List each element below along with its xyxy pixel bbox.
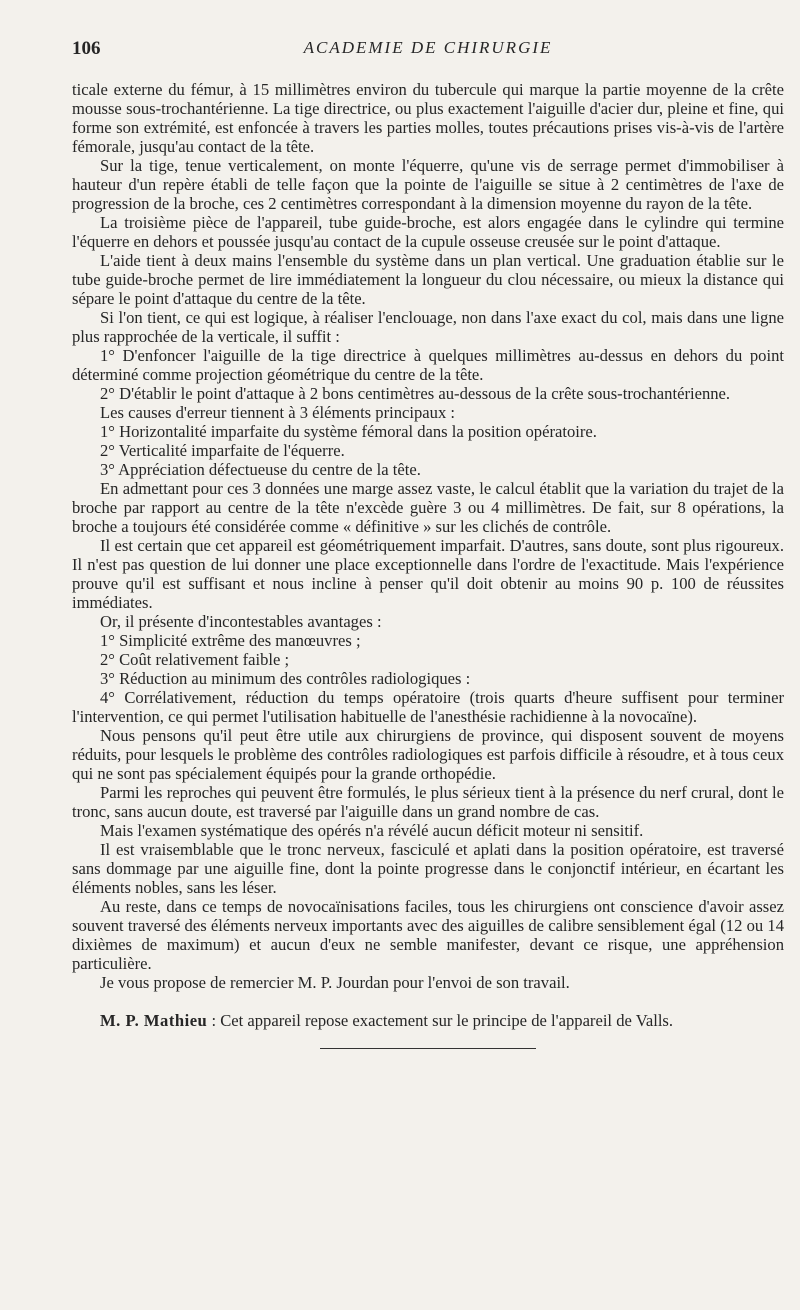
paragraph: En admettant pour ces 3 données une marge assez vaste, le calcul établit que la variation du trajet de la broche par rapport au centre de la tête n'excède guère 3 ou 4 millimètres. De fait, sur 8 opérations, la broche a toujours été considérée comme « définitive » sur les clichés de contrôle. [72,479,784,536]
list-item: 1° D'enfoncer l'aiguille de la tige directrice à quelques millimètres au-dessus en dehors du point déterminé comme projection géométrique du centre de la tête. [72,346,784,384]
list-item: 2° Coût relativement faible ; [100,650,290,669]
paragraph: Au reste, dans ce temps de novocaïnisations faciles, tous les chirurgiens ont conscience d'avoir assez souvent traversé des éléments nerveux importants avec des aiguilles de calibre sensiblement égal (12 ou 14 dixièmes de maximum) et aucun d'eux ne semble manifester, devant ce risque, une appréhension particulière. [72,897,784,973]
speaker-name: M. P. Mathieu [100,1011,208,1030]
paragraph: L'aide tient à deux mains l'ensemble du système dans un plan vertical. Une graduation établie sur le tube guide-broche permet de lire immédiatement la longueur du clou nécessaire, ou mieux la distance qui sépare le point d'attaque du centre de la tête. [72,251,784,308]
paragraph: Mais l'examen systématique des opérés n'a révélé aucun déficit moteur ni sensitif. [100,821,644,840]
list-item: 4° Corrélativement, réduction du temps opératoire (trois quarts d'heure suffisent pour terminer l'intervention, ce qui permet l'utilisation habituelle de l'anesthésie rachidienne à la novocaïne). [72,688,784,726]
page [72,0,784,1049]
running-title: ACADEMIE DE CHIRURGIE [303,38,553,57]
final-remark [72,1011,784,1030]
remark-text: : Cet appareil repose exactement sur le principe de l'appareil de Valls. [207,1011,674,1030]
page-number: 106 [72,38,101,59]
list-item: 2° D'établir le point d'attaque à 2 bons centimètres au-dessous de la crête sous-trochantérienne. [100,384,731,403]
list-item: 1° Horizontalité imparfaite du système fémoral dans la position opératoire. [100,422,597,441]
paragraph: Nous pensons qu'il peut être utile aux chirurgiens de province, qui disposent souvent de moyens réduits, pour lesquels le problème des contrôles radiologiques est parfois difficile à résoudre, et à tous ceux qui ne sont pas spécialement équipés pour la grande orthopédie. [72,726,784,783]
paragraph: Sur la tige, tenue verticalement, on monte l'équerre, qu'une vis de serrage permet d'immobiliser à hauteur d'un repère établi de telle façon que la pointe de l'aiguille se situe à 2 centimètres de l'axe de progression de la broche, ces 2 centimètres correspondant à la dimension moyenne du rayon de la tête. [72,156,784,213]
list-item: 1° Simplicité extrême des manœuvres ; [100,631,361,650]
paragraph: ticale externe du fémur, à 15 millimètres environ du tubercule qui marque la partie moyenne de la crête mousse sous-trochantérienne. La tige directrice, ou plus exactement l'aiguille d'acier dur, pleine et fine, qui forme son extrémité, est enfoncée à travers les parties molles, toutes précautions prises vis-à-vis de l'artère fémorale, jusqu'au contact de la tête. [72,80,784,156]
paragraph: Il est certain que cet appareil est géométriquement imparfait. D'autres, sans doute, sont plus rigoureux. Il n'est pas question de lui donner une place exceptionnelle dans l'ordre de l'exactitude. Mais l'expérience prouve qu'il est suffisant et nous incline à penser qu'il doit obtenir au moins 90 p. 100 de réussites immédiates. [72,536,784,612]
section-divider [320,1048,536,1049]
page-header [72,38,784,80]
paragraph: La troisième pièce de l'appareil, tube guide-broche, est alors engagée dans le cylindre qui termine l'équerre en dehors et poussée jusqu'au contact de la cupule osseuse creusée sur le point d'attaque. [72,213,784,251]
paragraph: Parmi les reproches qui peuvent être formulés, le plus sérieux tient à la présence du nerf crural, dont le tronc, sans aucun doute, est traversé par l'aiguille dans un grand nombre de cas. [72,783,784,821]
list-item: 2° Verticalité imparfaite de l'équerre. [100,441,345,460]
paragraph: Si l'on tient, ce qui est logique, à réaliser l'enclouage, non dans l'axe exact du col, mais dans une ligne plus rapprochée de la verticale, il suffit : [72,308,784,346]
paragraph: Les causes d'erreur tiennent à 3 éléments principaux : [100,403,456,422]
article-body [72,80,784,1030]
list-item: 3° Réduction au minimum des contrôles radiologiques : [100,669,471,688]
list-item: 3° Appréciation défectueuse du centre de la tête. [100,460,421,479]
paragraph: Or, il présente d'incontestables avantages : [100,612,382,631]
paragraph: Il est vraisemblable que le tronc nerveux, fasciculé et aplati dans la position opératoire, est traversé sans dommage par une aiguille fine, dont la pointe progresse dans le conjonctif intérieur, en écartant les éléments nobles, sans les léser. [72,840,784,897]
paragraph: Je vous propose de remercier M. P. Jourdan pour l'envoi de son travail. [100,973,570,992]
